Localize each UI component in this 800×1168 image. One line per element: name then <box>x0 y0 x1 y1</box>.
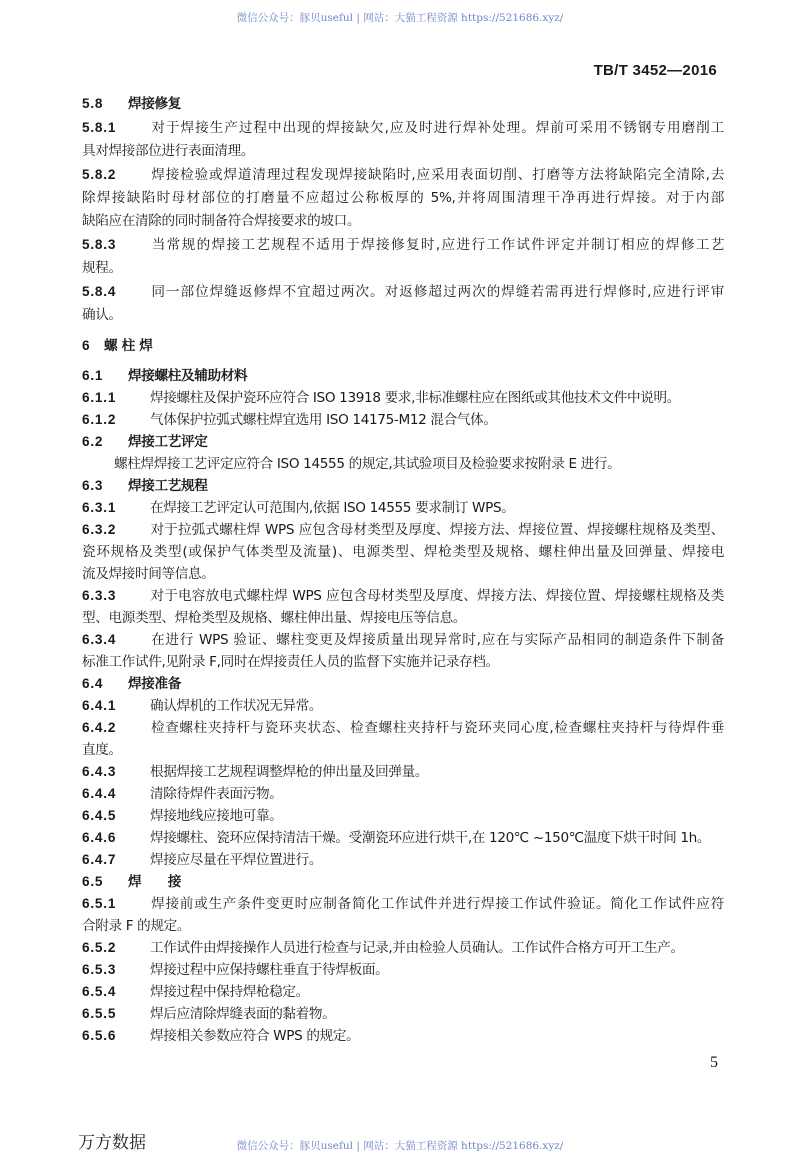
paragraph-line <box>82 849 724 871</box>
clause-text: 焊接过程中应保持螺柱垂直于待焊板面。 <box>150 962 389 978</box>
clause-number: 6.3.3 <box>82 588 117 603</box>
section-title: 焊接螺柱及辅助材料 <box>128 368 248 384</box>
paragraph-line <box>82 827 724 849</box>
clause-text: 合附录 F 的规定。 <box>82 918 191 934</box>
section-number: 6.3 <box>82 478 104 493</box>
paragraph-line <box>82 116 724 140</box>
clause-text: 流及焊接时间等信息。 <box>82 566 215 582</box>
paragraph-line <box>82 187 724 210</box>
section-number: 6.1 <box>82 368 104 383</box>
paragraph-line <box>82 805 724 827</box>
paragraph-line <box>82 893 724 915</box>
clause-number: 6.5.3 <box>82 962 117 977</box>
clause-number: 6.3.1 <box>82 500 117 515</box>
section-number: 6.5 <box>82 874 104 889</box>
section-title: 焊 接 <box>128 874 181 890</box>
paragraph-line <box>82 651 724 673</box>
clause-number: 6.1.2 <box>82 412 117 427</box>
paragraph-line <box>82 541 724 563</box>
clause-text: 对于焊接生产过程中出现的焊接缺欠,应及时进行焊补处理。焊前可采用不锈钢专用磨削工 <box>150 120 724 136</box>
clause-text: 标准工作试件,见附录 F,同时在焊接责任人员的监督下实施并记录存档。 <box>82 654 499 670</box>
clause-text: 焊后应清除焊缝表面的黏着物。 <box>150 1006 336 1022</box>
section-title: 焊接修复 <box>128 96 181 112</box>
clause-text: 当常规的焊接工艺规程不适用于焊接修复时,应进行工作试件评定并制订相应的焊修工艺 <box>150 237 724 253</box>
paragraph-line <box>82 761 724 783</box>
clause-text: 具对焊接部位进行表面清理。 <box>82 143 255 159</box>
clause-number: 6.4.5 <box>82 808 117 823</box>
standard-code: TB/T 3452—2016 <box>593 62 717 79</box>
clause-text: 检查螺柱夹持杆与瓷环夹状态、检查螺柱夹持杆与瓷环夹同心度,检查螺柱夹持杆与待焊件垂 <box>150 720 724 736</box>
paragraph-line <box>82 563 724 585</box>
paragraph-line <box>82 915 724 937</box>
section-heading <box>82 871 724 893</box>
page-number: 5 <box>710 1054 718 1071</box>
clause-text: 对于拉弧式螺柱焊 WPS 应包含母材类型及厚度、焊接方法、焊接位置、焊接螺柱规格及类型、 <box>150 522 724 538</box>
clause-text: 规程。 <box>82 260 122 276</box>
paragraph-line <box>82 210 724 233</box>
clause-text: 焊接过程中保持焊枪稳定。 <box>150 984 309 1000</box>
clause-text: 焊接相关参数应符合 WPS 的规定。 <box>150 1028 360 1044</box>
clause-number: 6.3.4 <box>82 632 117 647</box>
paragraph-line <box>82 163 724 187</box>
paragraph-line <box>82 1025 724 1047</box>
paragraph-line <box>82 695 724 717</box>
clause-text: 焊接应尽量在平焊位置进行。 <box>150 852 323 868</box>
paragraph-line <box>82 959 724 981</box>
clause-text: 确认焊机的工作状况无异常。 <box>150 698 323 714</box>
clause-text: 确认。 <box>82 307 122 323</box>
clause-text: 瓷环规格及类型(或保护气体类型及流量)、电源类型、焊枪类型及规格、螺柱伸出量及回弹量、焊接电 <box>82 544 724 560</box>
clause-number: 6.1.1 <box>82 390 117 405</box>
paragraph-line <box>82 453 724 475</box>
paragraph-line <box>82 739 724 761</box>
clause-number: 6.4.3 <box>82 764 117 779</box>
section-heading <box>82 475 724 497</box>
paragraph-line <box>82 717 724 739</box>
clause-text: 焊接检验或焊道清理过程发现焊接缺陷时,应采用表面切削、打磨等方法将缺陷完全清除,去 <box>150 167 724 183</box>
paragraph-line <box>82 233 724 257</box>
section-heading <box>82 431 724 453</box>
clause-text: 焊接螺柱及保护瓷环应符合 ISO 13918 要求,非标准螺柱应在图纸或其他技术文件中说明。 <box>150 390 680 406</box>
paragraph-line <box>82 387 724 409</box>
clause-number: 6.5.6 <box>82 1028 117 1043</box>
paragraph-line <box>82 783 724 805</box>
paragraph-line <box>82 519 724 541</box>
chapter-number: 6 <box>82 338 91 353</box>
chapter-title: 螺 柱 焊 <box>104 338 153 354</box>
clause-number: 6.3.2 <box>82 522 117 537</box>
clause-text: 焊接螺柱、瓷环应保持清洁干燥。受潮瓷环应进行烘干,在 120℃ ~150℃温度下烘干时间 1h。 <box>150 830 711 846</box>
paragraph-line <box>82 1003 724 1025</box>
clause-text: 根据焊接工艺规程调整焊枪的伸出量及回弹量。 <box>150 764 429 780</box>
chapter-6-heading <box>82 331 724 361</box>
paragraph-line <box>82 280 724 304</box>
watermark-top: 微信公众号：豚贝useful | 网站：大猫工程资源 https://521686.xyz/ <box>236 12 564 24</box>
paragraph-line <box>82 981 724 1003</box>
section-6 <box>82 365 724 1047</box>
paragraph-line <box>82 257 724 280</box>
clause-number: 5.8.4 <box>82 284 117 299</box>
clause-number: 5.8.3 <box>82 237 117 252</box>
clause-number: 6.5.4 <box>82 984 117 999</box>
wanfang-logo: 万方数据 <box>78 1133 146 1153</box>
paragraph-line <box>82 937 724 959</box>
paragraph-line <box>82 304 724 327</box>
paragraph-line <box>82 140 724 163</box>
clause-text: 螺柱焊焊接工艺评定应符合 ISO 14555 的规定,其试验项目及检验要求按附录 E 进行。 <box>114 456 621 472</box>
clause-number: 6.4.4 <box>82 786 117 801</box>
clause-text: 在焊接工艺评定认可范围内,依据 ISO 14555 要求制订 WPS。 <box>150 500 515 516</box>
clause-text: 直度。 <box>82 742 122 758</box>
clause-text: 在进行 WPS 验证、螺柱变更及焊接质量出现异常时,应在与实际产品相同的制造条件下制备 <box>150 632 724 648</box>
section-heading <box>82 365 724 387</box>
clause-text: 工作试件由焊接操作人员进行检查与记录,并由检验人员确认。工作试件合格方可开工生产。 <box>150 940 684 956</box>
section-title: 焊接工艺规程 <box>128 478 208 494</box>
clause-text: 除焊接缺陷时母材部位的打磨量不应超过公称板厚的 5%,并将周围清理干净再进行焊接。对于内部 <box>82 190 724 206</box>
clause-number: 6.4.7 <box>82 852 117 867</box>
clause-text: 气体保护拉弧式螺柱焊宜选用 ISO 14175-M12 混合气体。 <box>150 412 497 428</box>
section-number: 6.2 <box>82 434 104 449</box>
clause-number: 6.5.2 <box>82 940 117 955</box>
clause-number: 5.8.2 <box>82 167 117 182</box>
section-title: 焊接准备 <box>128 676 181 692</box>
section-title: 焊接工艺评定 <box>128 434 208 450</box>
clause-number: 6.4.1 <box>82 698 117 713</box>
clause-text: 焊接地线应接地可靠。 <box>150 808 283 824</box>
section-5-8 <box>82 92 724 327</box>
document-body <box>82 92 724 1073</box>
clause-number: 6.4.6 <box>82 830 117 845</box>
watermark-bottom: 微信公众号：豚贝useful | 网站：大猫工程资源 https://521686.xyz/ <box>236 1140 564 1152</box>
section-number: 5.8 <box>82 96 104 111</box>
paragraph-line <box>82 409 724 431</box>
clause-number: 5.8.1 <box>82 120 117 135</box>
clause-text: 缺陷应在清除的同时制备符合焊接要求的坡口。 <box>82 213 361 229</box>
section-heading <box>82 673 724 695</box>
section-number: 6.4 <box>82 676 104 691</box>
section-heading <box>82 92 724 116</box>
clause-number: 6.5.5 <box>82 1006 117 1021</box>
clause-text: 对于电容放电式螺柱焊 WPS 应包含母材类型及厚度、焊接方法、焊接位置、焊接螺柱规格及类 <box>150 588 724 604</box>
clause-text: 型、电源类型、焊枪类型及规格、螺柱伸出量、焊接电压等信息。 <box>82 610 467 626</box>
paragraph-line <box>82 629 724 651</box>
clause-text: 清除待焊件表面污物。 <box>150 786 283 802</box>
clause-number: 6.5.1 <box>82 896 117 911</box>
paragraph-line <box>82 497 724 519</box>
paragraph-line <box>82 607 724 629</box>
clause-text: 同一部位焊缝返修焊不宜超过两次。对返修超过两次的焊缝若需再进行焊修时,应进行评审 <box>150 284 724 300</box>
clause-text: 焊接前或生产条件变更时应制备简化工作试件并进行焊接工作试件验证。简化工作试件应符 <box>150 896 724 912</box>
paragraph-line <box>82 585 724 607</box>
clause-number: 6.4.2 <box>82 720 117 735</box>
